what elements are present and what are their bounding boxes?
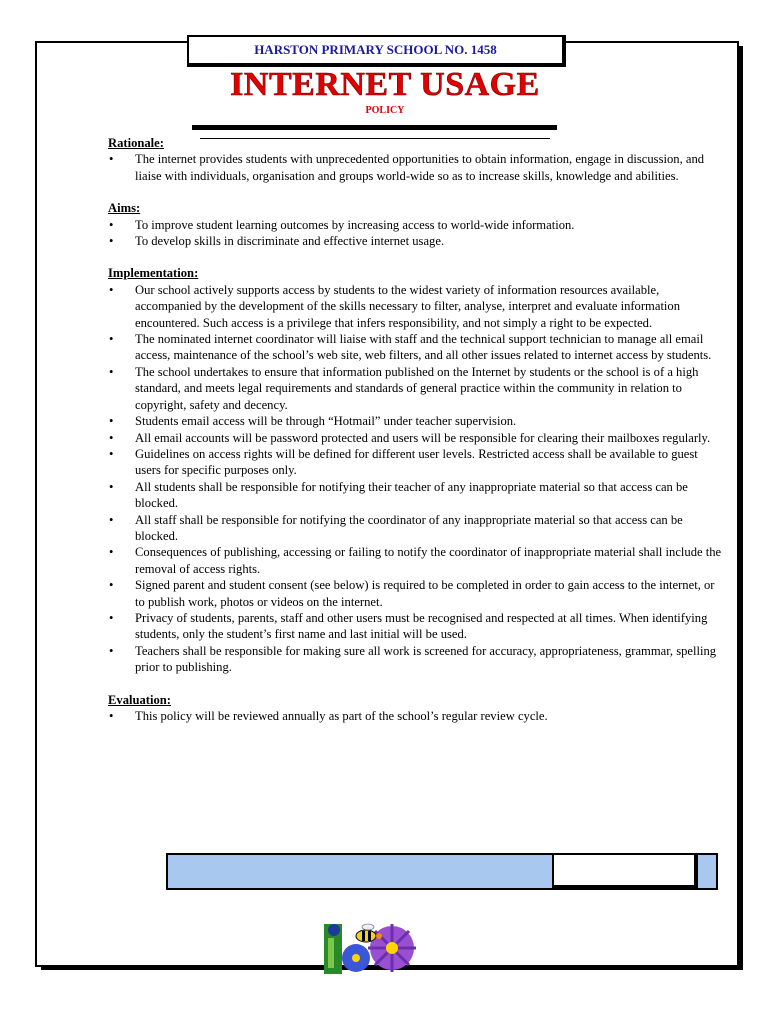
list-item: • The nominated internet coordinator will liaise with staff and the technical support technician to manage all email access, maintenance of the school’s web site, web filters, and all other issues related to internet access by students.: [109, 332, 712, 363]
list-item: • All students shall be responsible for notifying their teacher of any inappropriate material so that access can be blocked.: [109, 479, 688, 511]
evaluation-list: [108, 708, 723, 724]
list-item: • Teachers shall be responsible for making sure all work is screened for accuracy, appropriateness, grammar, spelling prior to publishing.: [109, 643, 717, 675]
footer-signature-box: [552, 853, 698, 889]
list-item: • All email accounts will be password protected and users will be responsible for clearing their mailboxes regularly.: [109, 430, 711, 445]
list-item: • Signed parent and student consent (see below) is required to be completed in order to gain access to the internet, or to publish work, photos or videos on the internet.: [109, 578, 715, 609]
section-heading-aims: Aims:: [108, 201, 141, 216]
section-heading-evaluation: Evaluation:: [108, 692, 171, 707]
list-item: • All staff shall be responsible for notifying the coordinator of any inappropriate material so that access can be blocked.: [109, 512, 683, 543]
list-item: • Our school actively supports access by students to the widest variety of information resources available, accompanied by the development of the skills necessary to filter, analyse, interpret and evaluate information encountered. Such access is a privilege that infers responsibility, and not simply a right to be expected.: [109, 282, 681, 330]
list-item: • To improve student learning outcomes by increasing access to world-wide information.: [109, 217, 575, 232]
implementation-list: [108, 282, 723, 676]
list-item: • Students email access will be through “Hotmail” under teacher supervision.: [109, 414, 517, 429]
aims-list: [108, 217, 723, 250]
list-item: • Consequences of publishing, accessing or failing to notify the coordinator of inappropriate material shall include the removal of access rights.: [109, 545, 722, 576]
school-name-header: HARSTON PRIMARY SCHOOL NO. 1458: [187, 35, 566, 67]
list-item: • This policy will be reviewed annually as part of the school’s regular review cycle.: [109, 709, 548, 723]
list-item: • To develop skills in discriminate and effective internet usage.: [109, 234, 445, 249]
title-rule-thick: [192, 125, 557, 130]
list-item: • Privacy of students, parents, staff and other users must be recognised and respected at all times. When identifying students, only the student’s first name and last initial will be used.: [109, 610, 708, 642]
page-subtitle: POLICY: [365, 105, 405, 116]
school-logo-bee-flowers-icon: [322, 918, 418, 978]
page-title: INTERNET USAGE: [230, 66, 540, 103]
section-heading-rationale: Rationale:: [108, 136, 164, 150]
policy-content: [108, 135, 723, 724]
list-item: • The school undertakes to ensure that information published on the Internet by students or the school is of a high standard, and meets legal requirements and standards of general practice within the community in relation to copyright, safety and decency.: [109, 364, 699, 412]
section-heading-implementation: Implementation:: [108, 266, 199, 281]
list-item: • The internet provides students with unprecedented opportunities to obtain information, engage in discussion, and liaise with individuals, organisation and groups world-wide so as to increase skills, knowledge and abilities.: [109, 152, 705, 183]
list-item: • Guidelines on access rights will be defined for different user levels. Restricted access shall be available to guest users for specific purposes only.: [109, 446, 698, 478]
rationale-list: [108, 151, 723, 184]
